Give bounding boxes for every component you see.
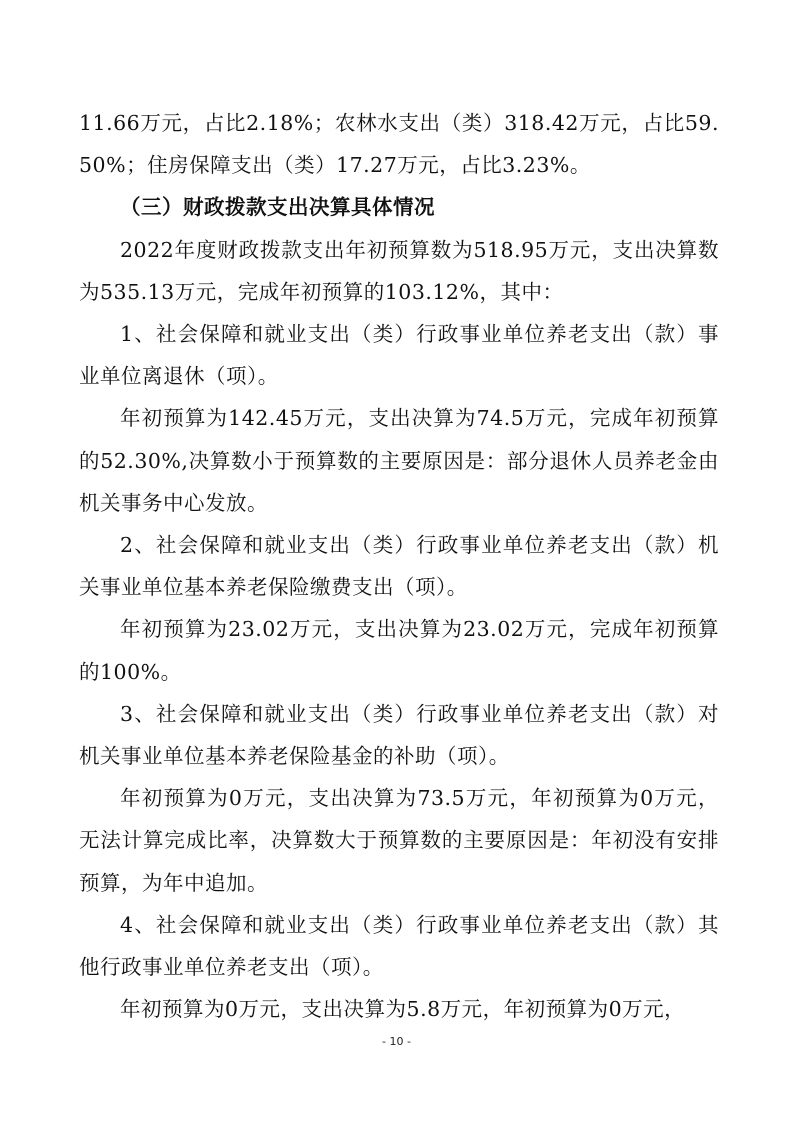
item-1-detail: 年初预算为142.45万元，支出决算为74.5万元，完成年初预算的52.30%,决算数小于预算数的主要原因是：部分退休人员养老金由机关事务中心发放。: [79, 406, 719, 515]
paragraph-summary: 2022年度财政拨款支出年初预算数为518.95万元，支出决算数为535.13万元，完成年初预算的103.12%，其中：: [79, 237, 719, 304]
page-number: - 10 -: [382, 1035, 411, 1048]
document-body: [79, 102, 719, 1030]
item-1-title: 1、社会保障和就业支出（类）行政事业单位养老支出（款）事业单位离退休（项）。: [79, 322, 719, 389]
paragraph-continuation: 11.66万元，占比2.18%；农林水支出（类）318.42万元，占比59.50%；住房保障支出（类）17.27万元，占比3.23%。: [79, 111, 719, 178]
item-2-title: 2、社会保障和就业支出（类）行政事业单位养老支出（款）机关事业单位基本养老保险缴费支出（项）。: [79, 533, 719, 600]
item-2-detail: 年初预算为23.02万元，支出决算为23.02万元，完成年初预算的100%。: [79, 617, 719, 684]
item-3-detail: 年初预算为0万元，支出决算为73.5万元，年初预算为0万元，无法计算完成比率，决算数大于预算数的主要原因是：年初没有安排预算，为年中追加。: [79, 786, 719, 895]
item-4-title: 4、社会保障和就业支出（类）行政事业单位养老支出（款）其他行政事业单位养老支出（项）。: [79, 912, 719, 980]
section-heading: （三）财政拨款支出决算具体情况: [120, 195, 435, 220]
item-4-detail: 年初预算为0万元，支出决算为5.8万元，年初预算为0万元，: [120, 997, 686, 1022]
item-3-title: 3、社会保障和就业支出（类）行政事业单位养老支出（款）对机关事业单位基本养老保险基金的补助（项）。: [79, 701, 719, 769]
